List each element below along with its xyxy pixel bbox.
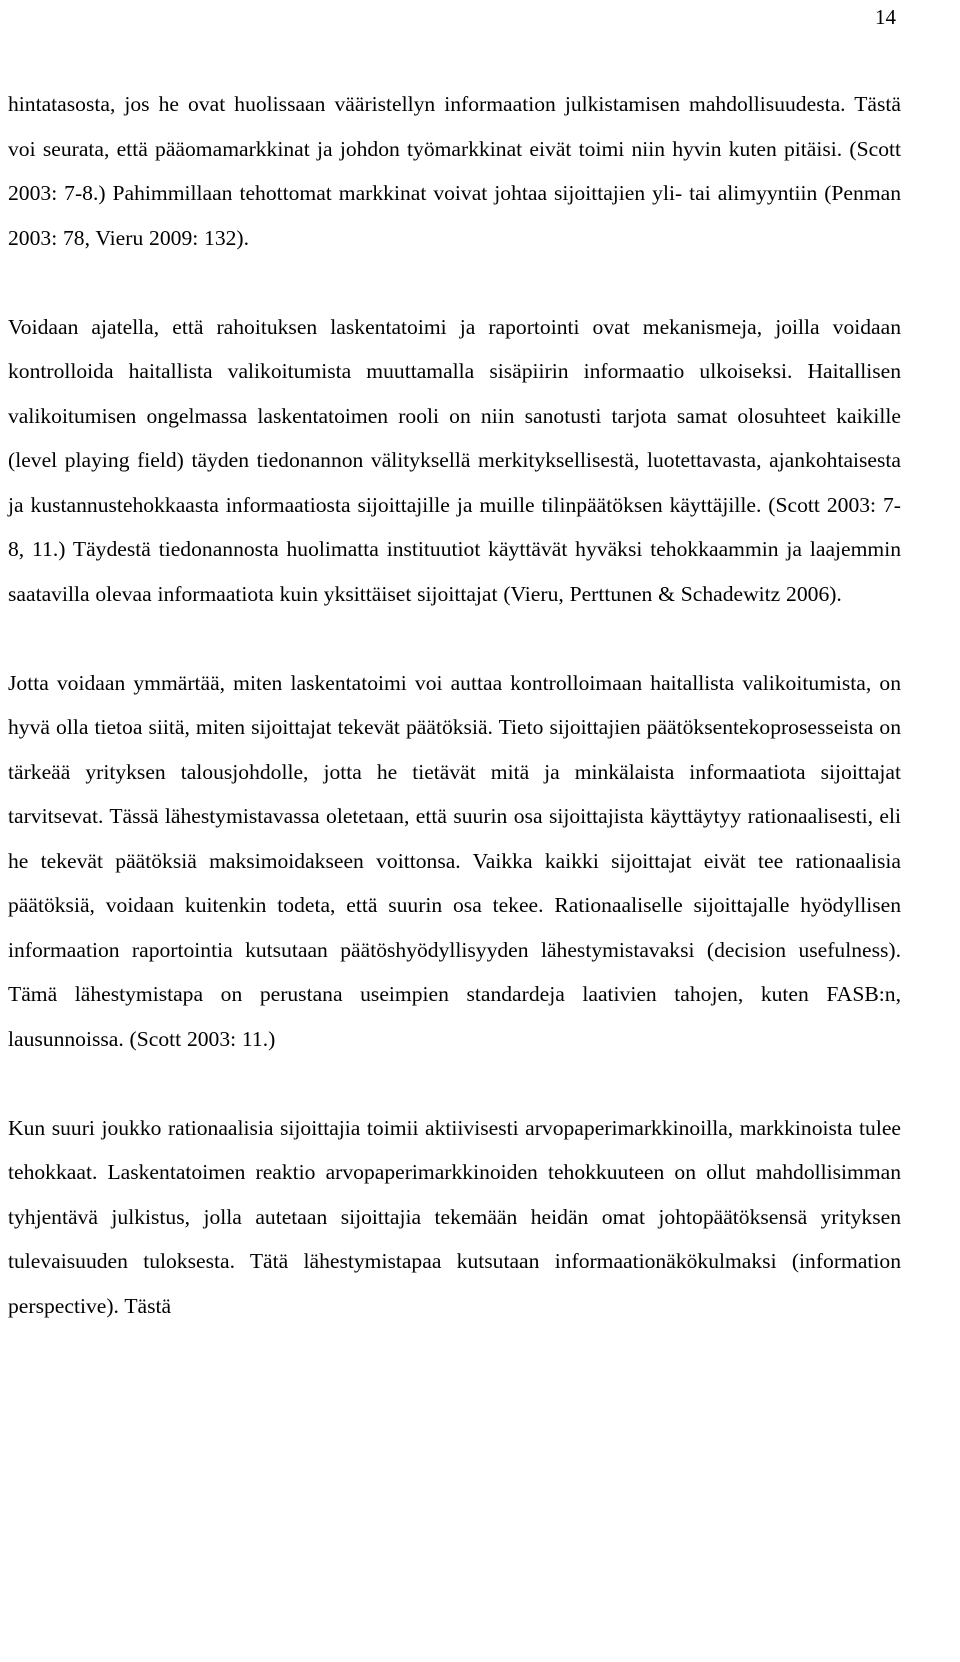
page-number: 14 (875, 5, 896, 29)
document-body (8, 82, 901, 1373)
paragraph-2: Voidaan ajatella, että rahoituksen laskentatoimi ja raportointi ovat mekanismeja, joilla voidaan kontrolloida haitallista valikoitumista muuttamalla sisäpiirin informaatio ulkoiseksi. Haitallisen valikoitumisen ongelmassa laskentatoimen rooli on niin sanotusti tarjota samat olosuhteet kaikille (level playing field) täyden tiedonannon välityksellä merkityksellisestä, luotettavasta, ajankohtaisesta ja kustannustehokkaasta informaatiosta sijoittajille ja muille tilinpäätöksen käyttäjille. (Scott 2003: 7-8, 11.) Täydestä tiedonannosta huolimatta instituutiot käyttävät hyväksi tehokkaammin ja laajemmin saatavilla olevaa informaatiota kuin yksittäiset sijoittajat (Vieru, Perttunen & Schadewitz 2006). (8, 314, 901, 606)
paragraph-4: Kun suuri joukko rationaalisia sijoittajia toimii aktiivisesti arvopaperimarkkinoilla, markkinoista tulee tehokkaat. Laskentatoimen reaktio arvopaperimarkkinoiden tehokkuuteen on ollut mahdollisimman tyhjentävä julkistus, jolla autetaan sijoittajia tekemään heidän omat johtopäätöksensä yrityksen tulevaisuuden tuloksesta. Tätä lähestymistapaa kutsutaan informaationäkökulmaksi (information perspective). Tästä (8, 1115, 901, 1318)
paragraph-3: Jotta voidaan ymmärtää, miten laskentatoimi voi auttaa kontrolloimaan haitallista valikoitumista, on hyvä olla tietoa siitä, miten sijoittajat tekevät päätöksiä. Tieto sijoittajien päätöksentekoprosesseista on tärkeää yrityksen talousjohdolle, jotta he tietävät mitä ja minkälaista informaatiota sijoittajat tarvitsevat. Tässä lähestymistavassa oletetaan, että suurin osa sijoittajista käyttäytyy rationaalisesti, eli he tekevät päätöksiä maksimoidakseen voittonsa. Vaikka kaikki sijoittajat eivät tee rationaalisia päätöksiä, voidaan kuitenkin todeta, että suurin osa tekee. Rationaaliselle sijoittajalle hyödyllisen informaation raportointia kutsutaan päätöshyödyllisyyden lähestymistavaksi (decision usefulness). Tämä lähestymistapa on perustana useimpien standardeja laativien tahojen, kuten FASB:n, lausunnoissa. (Scott 2003: 11.) (8, 670, 901, 1051)
paragraph-1: hintatasosta, jos he ovat huolissaan vääristellyn informaation julkistamisen mahdollisuudesta. Tästä voi seurata, että pääomamarkkinat ja johdon työmarkkinat eivät toimi niin hyvin kuten pitäisi. (Scott 2003: 7-8.) Pahimmillaan tehottomat markkinat voivat johtaa sijoittajien yli- tai alimyyntiin (Penman 2003: 78, Vieru 2009: 132). (8, 92, 901, 250)
